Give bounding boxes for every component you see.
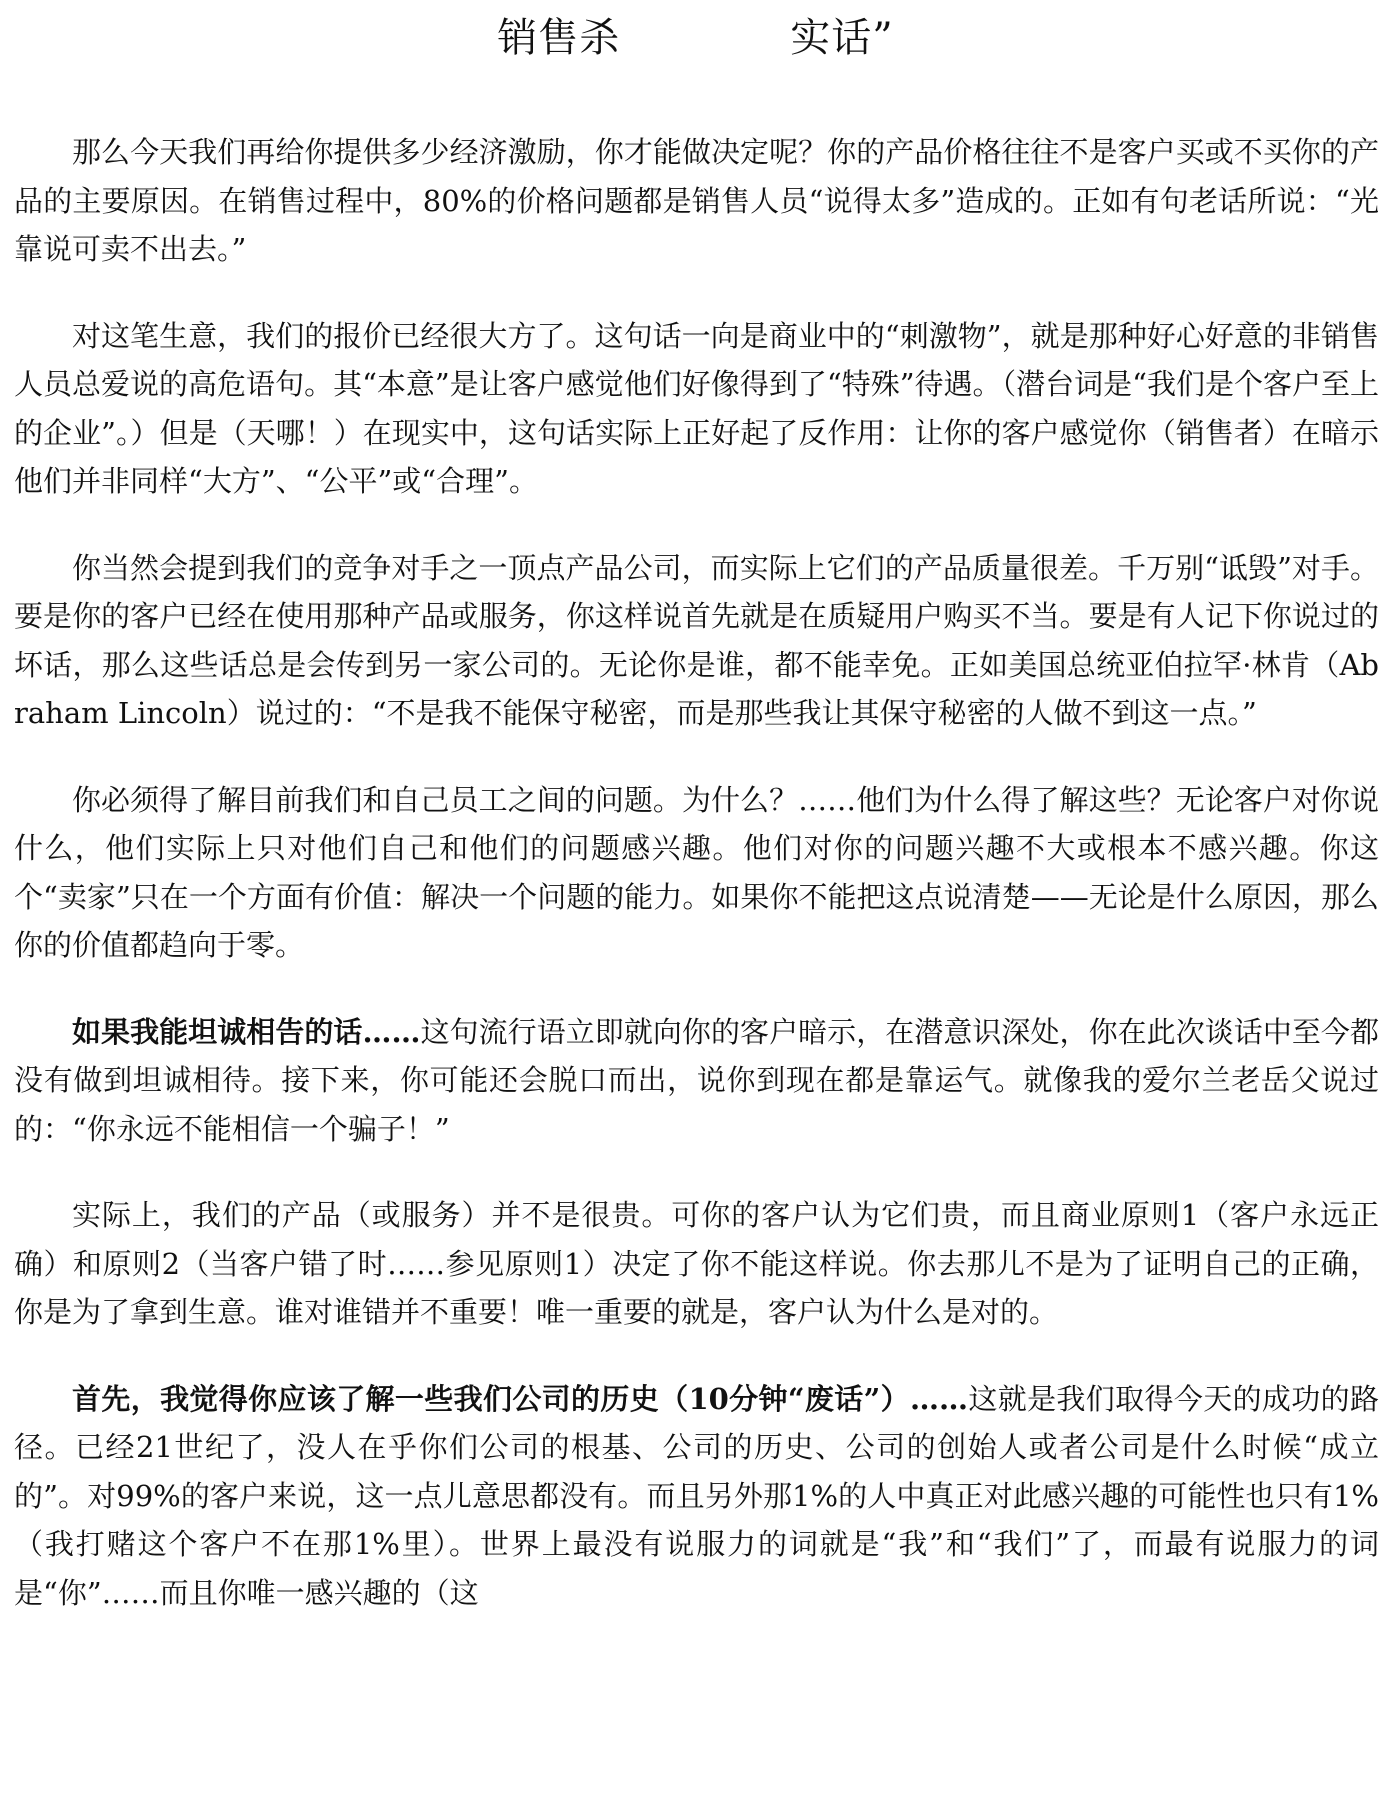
paragraph-1 bbox=[14, 128, 1379, 274]
page-title bbox=[0, 12, 1391, 64]
title-left: 销售杀 bbox=[497, 15, 621, 61]
paragraph-lead-phrase: 如果我能坦诚相告的话…… bbox=[72, 1014, 421, 1049]
paragraph-text: 你必须得了解目前我们和自己员工之间的问题。为什么？……他们为什么得了解这些？无论客户对你说什么，他们实际上只对他们自己和他们的问题感兴趣。他们对你的问题兴趣不大或根本不感兴趣。你这个“卖家”只在一个方面有价值：解决一个问题的能力。如果你不能把这点说清楚——无论是什么原因，那么你的价值都趋向于零。 bbox=[14, 782, 1379, 962]
paragraph-lead-phrase: 首先，我觉得你应该了解一些我们公司的历史（10分钟“废话”）…… bbox=[72, 1381, 969, 1416]
paragraph-2 bbox=[14, 312, 1379, 506]
title-right: 实话” bbox=[790, 15, 894, 61]
paragraph-6 bbox=[14, 1191, 1379, 1337]
paragraph-text: 你当然会提到我们的竞争对手之一顶点产品公司，而实际上它们的产品质量很差。千万别“诋毁”对手。要是你的客户已经在使用那种产品或服务，你这样说首先就是在质疑用户购买不当。要是有人记下你说过的坏话，那么这些话总是会传到另一家公司的。无论你是谁，都不能幸免。正如美国总统亚伯拉罕·林肯（Abraham Lincoln）说过的：“不是我不能保守秘密，而是那些我让其保守秘密的人做不到这一点。” bbox=[14, 550, 1379, 730]
paragraph-text: 那么今天我们再给你提供多少经济激励，你才能做决定呢？你的产品价格往往不是客户买或不买你的产品的主要原因。在销售过程中，80%的价格问题都是销售人员“说得太多”造成的。正如有句老话所说：“光靠说可卖不出去。” bbox=[14, 135, 1379, 266]
paragraph-3 bbox=[14, 544, 1379, 738]
paragraph-text: 实际上，我们的产品（或服务）并不是很贵。可你的客户认为它们贵，而且商业原则1（客户永远正确）和原则2（当客户错了时……参见原则1）决定了你不能这样说。你去那儿不是为了证明自己的正确，你是为了拿到生意。谁对谁错并不重要！唯一重要的就是，客户认为什么是对的。 bbox=[14, 1198, 1379, 1329]
paragraph-7 bbox=[14, 1375, 1379, 1618]
paragraph-text: 这句流行语立即就向你的客户暗示，在潜意识深处，你在此次谈话中至今都没有做到坦诚相待。接下来，你可能还会脱口而出，说你到现在都是靠运气。就像我的爱尔兰老岳父说过的：“你永远不能相信一个骗子！” bbox=[14, 1014, 1379, 1146]
paragraph-4 bbox=[14, 776, 1379, 970]
paragraph-text: 对这笔生意，我们的报价已经很大方了。这句话一向是商业中的“刺激物”，就是那种好心好意的非销售人员总爱说的高危语句。其“本意”是让客户感觉他们好像得到了“特殊”待遇。（潜台词是“我们是个客户至上的企业”。）但是（天哪！）在现实中，这句话实际上正好起了反作用：让你的客户感觉你（销售者）在暗示他们并非同样“大方”、“公平”或“合理”。 bbox=[14, 318, 1379, 498]
document-body bbox=[14, 128, 1379, 1655]
paragraph-text: 这就是我们取得今天的成功的路径。已经21世纪了，没人在乎你们公司的根基、公司的历史、公司的创始人或者公司是什么时候“成立的”。对99%的客户来说，这一点儿意思都没有。而且另外那1%的人中真正对此感兴趣的可能性也只有1%（我打赌这个客户不在那1%里）。世界上最没有说服力的词就是“我”和“我们”了，而最有说服力的词是“你”……而且你唯一感兴趣的（这 bbox=[14, 1381, 1379, 1610]
paragraph-5 bbox=[14, 1008, 1379, 1154]
